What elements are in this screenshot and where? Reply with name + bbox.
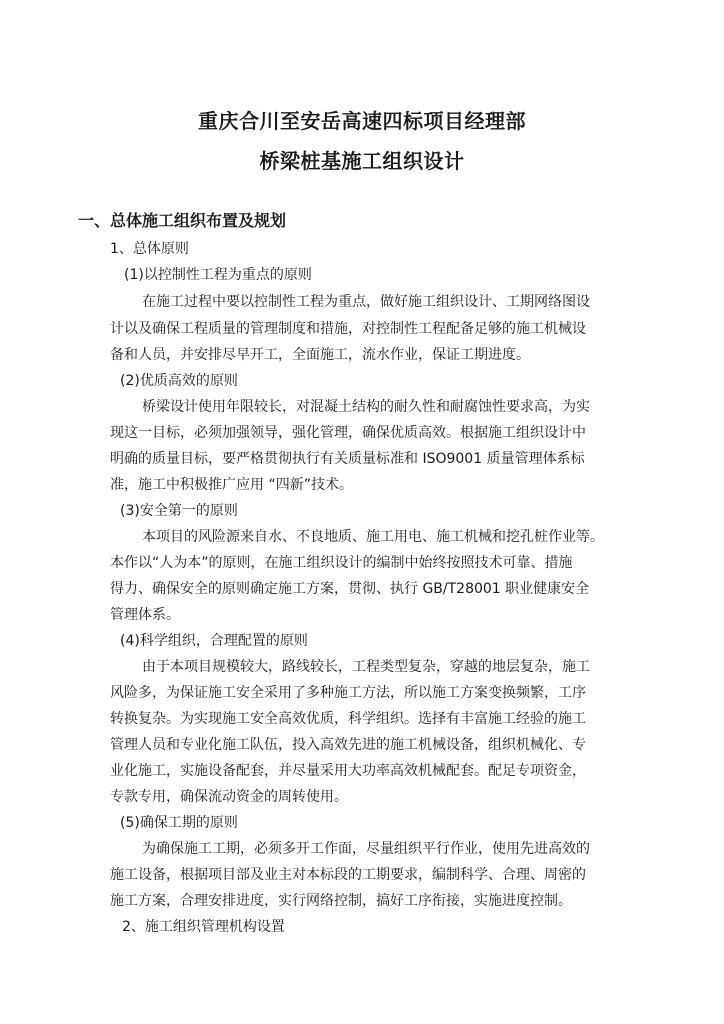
principle3-heading: (3)安全第一的原则 (120, 503, 238, 519)
principle4-line: 转换复杂。为实现施工安全高效优质，科学组织。选择有丰富施工经验的施工 (110, 711, 586, 727)
section1-heading: 一、总体施工组织布置及规划 (78, 211, 287, 230)
principle2-line: 现这一目标，必须加强领导，强化管理，确保优质高效。根据施工组织设计中 (110, 425, 586, 441)
subsection1-heading: 1、总体原则 (110, 241, 189, 257)
principle5-line: 为确保施工工期，必须多开工作面，尽量组织平行作业，使用先进高效的 (142, 841, 590, 857)
principle4-line: 业化施工，实施设备配套，并尽量采用大功率高效机械配套。配足专项资金， (110, 763, 586, 779)
principle4-line: 专款专用，确保流动资金的周转使用。 (110, 789, 348, 805)
principle2-heading: (2)优质高效的原则 (120, 373, 238, 389)
principle2-line: 明确的质量目标，要严格贯彻执行有关质量标准和 ISO9001 质量管理体系标 (110, 451, 585, 467)
principle4-line: 管理人员和专业化施工队伍，投入高效先进的施工机械设备，组织机械化、专 (110, 737, 586, 753)
subsection2-heading: 2、施工组织管理机构设置 (122, 919, 285, 935)
document-title-line2: 桥梁桩基施工组织设计 (259, 149, 465, 173)
document-title-line1: 重庆合川至安岳高速四标项目经理部 (198, 109, 526, 133)
principle5-line: 施工方案，合理安排进度，实行网络控制，搞好工序衔接，实施进度控制。 (110, 893, 572, 909)
principle4-line: 由于本项目规模较大，路线较长，工程类型复杂，穿越的地层复杂，施工 (142, 659, 590, 675)
principle1-line: 备和人员，并安排尽早开工，全面施工，流水作业，保证工期进度。 (110, 347, 530, 363)
principle3-line: 得力、确保安全的原则确定施工方案，贯彻、执行 GB/T28001 职业健康安全 (110, 581, 590, 597)
principle3-line: 本项目的风险源来自水、不良地质、施工用电、施工机械和挖孔桩作业等。 (142, 529, 604, 545)
principle2-line: 桥梁设计使用年限较长，对混凝土结构的耐久性和耐腐蚀性要求高，为实 (142, 399, 590, 415)
principle1-line: 计以及确保工程质量的管理制度和措施，对控制性工程配备足够的施工机械设 (110, 321, 586, 337)
principle1-line: 在施工过程中要以控制性工程为重点，做好施工组织设计、工期网络图设 (142, 294, 590, 310)
principle5-heading: (5)确保工期的原则 (120, 815, 238, 831)
principle1-heading: (1)以控制性工程为重点的原则 (124, 267, 312, 283)
principle5-line: 施工设备，根据项目部及业主对本标段的工期要求，编制科学、合理、周密的 (110, 867, 586, 883)
principle4-line: 风险多，为保证施工安全采用了多种施工方法，所以施工方案变换频繁，工序 (110, 685, 586, 701)
principle4-heading: (4)科学组织，合理配置的原则 (120, 633, 308, 649)
principle3-line: 本作以“人为本”的原则，在施工组织设计的编制中始终按照技术可靠、措施 (110, 555, 573, 571)
principle2-line: 准，施工中积极推广应用 “四新”技术。 (110, 477, 353, 493)
principle3-line: 管理体系。 (110, 607, 180, 623)
